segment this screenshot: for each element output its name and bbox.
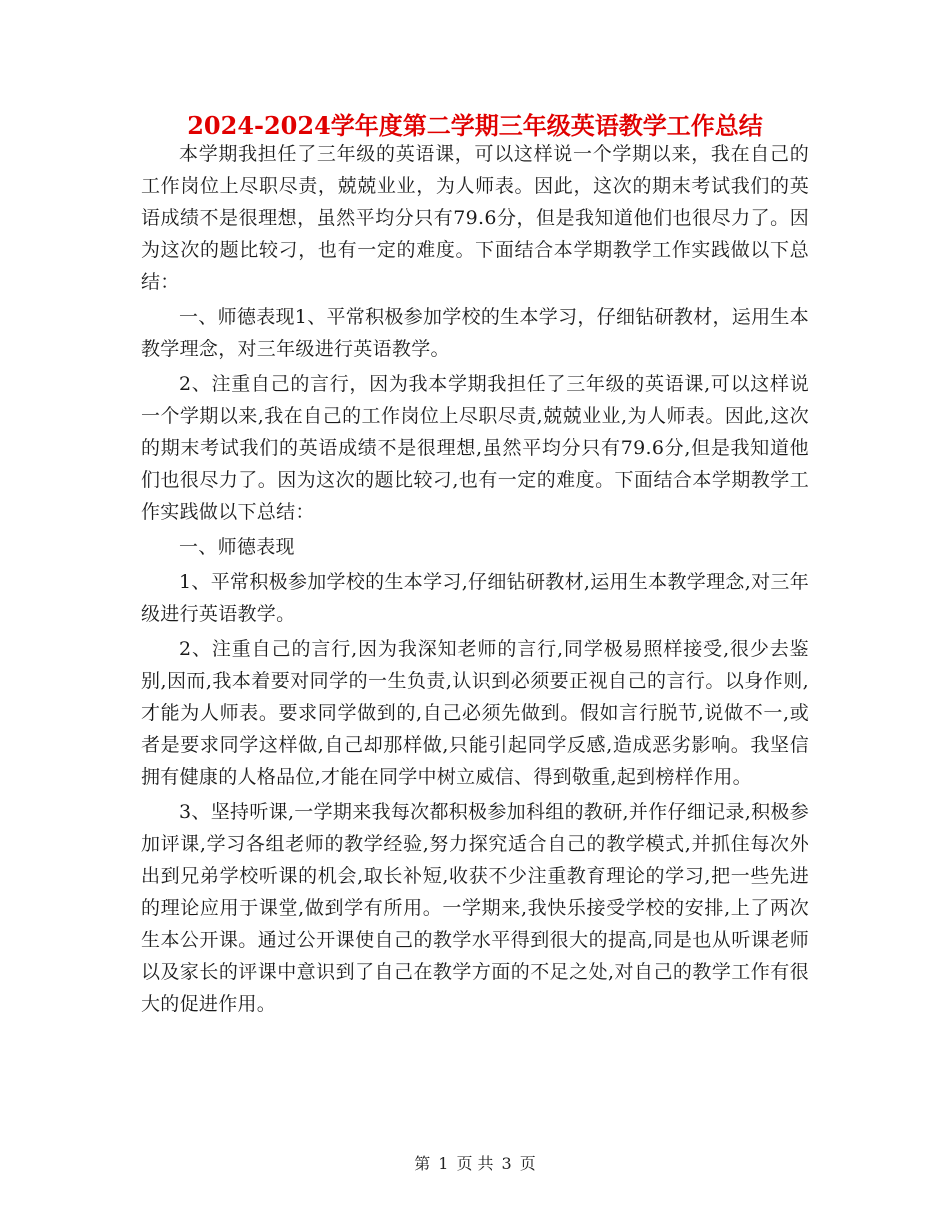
footer-middle: 页 共 bbox=[456, 1154, 494, 1173]
footer-suffix: 页 bbox=[519, 1154, 536, 1173]
paragraph-3: 1、平常积极参加学校的生本学习,仔细钻研教材,运用生本教学理念,对三年级进行英语教学。 bbox=[141, 571, 809, 625]
paragraph-2: 2、注重自己的言行，因为我本学期我担任了三年级的英语课,可以这样说一个学期以来,我在自己的工作岗位上尽职尽责,兢兢业业,为人师表。因此,这次的期末考试我们的英语成绩不是很理想,虽然平均分只有79.6分,但是我知道他们也很尽力了。因为这次的题比较刁,也有一定的难度。下面结合本学期教学工作实践做以下总结： bbox=[141, 373, 809, 523]
footer-prefix: 第 bbox=[414, 1154, 431, 1173]
document-body bbox=[141, 138, 809, 1023]
footer-current-page: 1 bbox=[438, 1154, 449, 1173]
paragraph-4: 2、注重自己的言行,因为我深知老师的言行,同学极易照样接受,很少去鉴别,因而,我本着要对同学的一生负责,认识到必须要正视自己的言行。以身作则,才能为人师表。要求同学做到的,自己必须先做到。假如言行脱节,说做不一,或者是要求同学这样做,自己却那样做,只能引起同学反感,造成恶劣影响。我坚信拥有健康的人格品位,才能在同学中树立威信、得到敬重,起到榜样作用。 bbox=[141, 638, 809, 788]
page-footer bbox=[0, 1153, 950, 1175]
document-title: 2024-2024学年度第二学期三年级英语教学工作总结 bbox=[187, 111, 763, 140]
paragraph-5: 3、坚持听课,一学期来我每次都积极参加科组的教研,并作仔细记录,积极参加评课,学习各组老师的教学经验,努力探究适合自己的教学模式,并抓住每次外出到兄弟学校听课的机会,取长补短,收获不少注重教育理论的学习,把一些先进的理论应用于课堂,做到学有所用。一学期来,我快乐接受学校的安排,上了两次生本公开课。通过公开课使自己的教学水平得到很大的提高,同是也从听课老师以及家长的评课中意识到了自己在教学方面的不足之处,对自己的教学工作有很大的促进作用。 bbox=[141, 801, 809, 1015]
paragraph-intro: 本学期我担任了三年级的英语课，可以这样说一个学期以来，我在自己的工作岗位上尽职尽责，兢兢业业，为人师表。因此，这次的期末考试我们的英语成绩不是很理想，虽然平均分只有79.6分，但是我知道他们也很尽力了。因为这次的题比较刁，也有一定的难度。下面结合本学期教学工作实践做以下总结： bbox=[141, 143, 809, 293]
footer-total-pages: 3 bbox=[501, 1154, 512, 1173]
paragraph-1: 一、师德表现1、平常积极参加学校的生本学习，仔细钻研教材，运用生本教学理念，对三年级进行英语教学。 bbox=[141, 306, 809, 360]
section-heading: 一、师德表现 bbox=[179, 536, 295, 558]
